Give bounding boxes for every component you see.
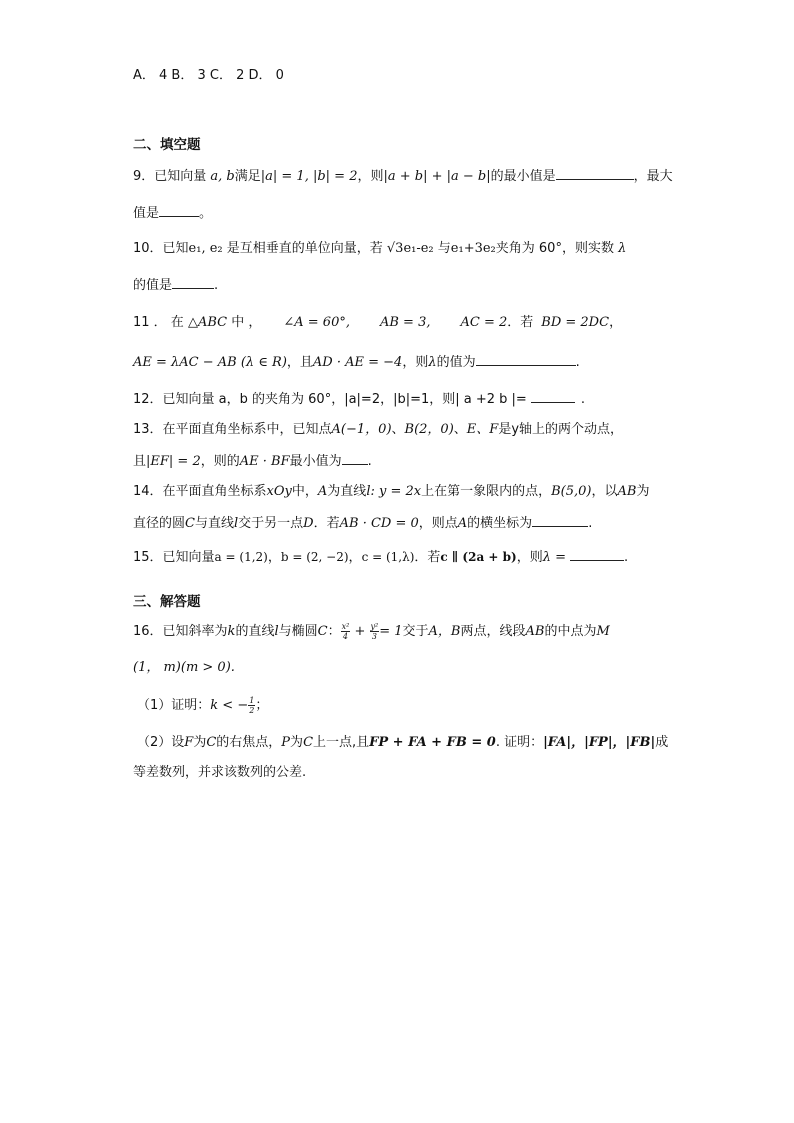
- q16-ellipse-rhs: = 1: [379, 624, 403, 639]
- q16-ellipse-y-num: y²: [370, 622, 379, 631]
- q11-dot: AD · AE = −4: [312, 355, 403, 370]
- q13-sep2: 、: [453, 422, 467, 437]
- q16-part1-end: ；: [255, 698, 269, 713]
- q9-tail2: ，最大: [633, 169, 673, 184]
- q14-answer-blank[interactable]: [532, 512, 588, 527]
- q14-line2-mid3: ．若: [313, 516, 340, 531]
- q9-cond-math: |a| = 1, |b| = 2: [260, 169, 358, 184]
- q9-cond-text: 满足: [234, 169, 261, 184]
- q16-part1-prefix: （1）证明：: [137, 698, 211, 713]
- question-9-line2: [133, 202, 212, 224]
- q16-abs-list: |FA|，|FP|，|FB|: [543, 735, 656, 750]
- q16-c: C: [317, 624, 328, 639]
- q16-mid4: 两点，线段: [460, 624, 526, 639]
- q14-line2-prefix: 直径的圆: [133, 516, 186, 531]
- q13-answer-blank[interactable]: [342, 450, 368, 465]
- question-12: [133, 388, 585, 410]
- q13-ef: E、F: [466, 422, 499, 437]
- q10-expr2: e₁+3e₂: [450, 241, 496, 256]
- q14-mid1: 中，: [291, 484, 318, 499]
- q13-point-b: B(2，0): [404, 422, 454, 437]
- q13-end: .: [367, 454, 372, 469]
- q11-bd-eq: BD = 2DC: [541, 315, 610, 330]
- q16-p2-tail: 成: [655, 735, 669, 750]
- q16-ellipse-x-frac: [341, 622, 351, 641]
- q11-ae-eq: AE = λAC − AB (λ ∈ R): [133, 355, 287, 370]
- q15-if: ．若: [414, 550, 441, 565]
- q10-lambda: λ: [618, 241, 627, 256]
- q12-text: 12．已知向量 a，b 的夹角为 60°，|a|=2，|b|=1，则| a +2 b |=: [133, 392, 527, 407]
- q16-line2: (1， m)(m > 0).: [133, 660, 235, 675]
- q14-line2-mid1: 与直线: [194, 516, 234, 531]
- q14-ab: AB: [617, 484, 637, 499]
- question-13-line1: [133, 420, 623, 440]
- q13-product: AE · BF: [239, 454, 290, 469]
- q13-line2-tail: 最小值为: [289, 454, 342, 469]
- question-14-line2: [133, 512, 592, 534]
- q16-l: l: [274, 624, 279, 639]
- question-13-line2: [133, 450, 372, 472]
- q13-line2-prefix: 且: [133, 454, 147, 469]
- question-14-line1: [133, 482, 649, 502]
- q10-mid2: 与: [433, 241, 451, 256]
- q16-c2: C: [206, 735, 217, 750]
- section-answer-title: 三、解答题: [133, 594, 201, 610]
- q16-part1-num: 1: [249, 696, 255, 705]
- q16-ellipse-y-den: 3: [371, 632, 377, 641]
- question-11-line2: [133, 351, 580, 373]
- q14-line2-tail: 的横坐标为: [467, 516, 533, 531]
- q14-line2-mid2: 交于另一点: [238, 516, 304, 531]
- q16-line4: 等差数列，并求该数列的公差.: [133, 765, 307, 780]
- q16-part1-den: 2: [249, 706, 255, 715]
- q9-expr: |a + b| + |a − b|: [383, 169, 491, 184]
- q14-prefix: 14．在平面直角坐标系: [133, 484, 267, 499]
- question-16-part1: [137, 696, 268, 716]
- q11-prefix: 11 ． 在: [133, 315, 188, 330]
- q16-ellipse-x-num: x²: [341, 622, 350, 631]
- q9-answer-blank-2[interactable]: [159, 202, 199, 217]
- q14-end: .: [588, 516, 593, 531]
- question-10-line2: [133, 274, 218, 296]
- q16-mid5: 的中点为: [544, 624, 597, 639]
- q15-c: c = (1,λ): [361, 550, 415, 564]
- q16-ab: AB: [525, 624, 545, 639]
- q12-answer-blank[interactable]: [531, 388, 575, 403]
- q11-and: ，且: [286, 355, 313, 370]
- q13-ef-tail: 是y轴上的两个动点，: [498, 422, 624, 437]
- q10-vecs: e₁, e₂: [188, 241, 223, 256]
- q9-prefix: 9．已知向量: [133, 169, 211, 184]
- q16-p2-mid5: . 证明：: [495, 735, 544, 750]
- q15-then: ，则: [516, 550, 543, 565]
- q8-options: A． 4 B． 3 C． 2 D． 0: [133, 68, 284, 83]
- q15-lam: λ =: [542, 550, 566, 565]
- q9-vars: a, b: [210, 169, 235, 184]
- q11-if: ．若: [507, 315, 534, 330]
- q9-answer-blank-1[interactable]: [556, 165, 634, 180]
- q16-mid1: 的直线: [235, 624, 275, 639]
- q14-l: l: [233, 516, 239, 531]
- q16-c3: C: [303, 735, 314, 750]
- question-9-line1: [133, 165, 673, 187]
- q16-prefix: 16．已知斜率为: [133, 624, 228, 639]
- q16-p2-mid1: 为: [193, 735, 207, 750]
- q14-a2: A: [457, 516, 468, 531]
- q11-ab: AB = 3,: [379, 315, 431, 330]
- q16-f: F: [184, 735, 194, 750]
- q13-line1: 13．在平面直角坐标系中，已知点: [133, 422, 332, 437]
- q11-answer-blank[interactable]: [476, 351, 576, 366]
- q14-dot: AB · CD = 0: [339, 516, 419, 531]
- q12-end: .: [580, 392, 585, 407]
- q10-line2-suffix: .: [214, 278, 219, 293]
- q9-line2-prefix: 值是: [133, 206, 160, 221]
- q16-p2-mid4: 上一点,且: [313, 735, 370, 750]
- q14-a: A: [317, 484, 328, 499]
- q11-ac: AC = 2: [460, 315, 508, 330]
- q14-d: D: [303, 516, 314, 531]
- q15-end: .: [623, 550, 629, 565]
- q10-prefix: 10．已知: [133, 241, 189, 256]
- q16-p2-mid3: 为: [290, 735, 304, 750]
- q15-b: b = (2, −2): [280, 550, 349, 564]
- q11-value-tail: 的值为: [436, 355, 476, 370]
- q11-comma: ，: [609, 315, 623, 330]
- q14-line: l: y = 2x: [366, 484, 422, 499]
- q14-xoy: xOy: [266, 484, 292, 499]
- q10-answer-blank[interactable]: [172, 274, 214, 289]
- question-10-line1: [133, 239, 626, 259]
- question-15: 15．已知向量a = (1,2)，b = (2, −2)，c = (1,λ)．若c ∥ (2a + b)，则λ = .: [133, 546, 628, 568]
- q9-line2-suffix: 。: [199, 206, 213, 221]
- q16-m: M: [596, 624, 610, 639]
- q16-mid3: 交于: [402, 624, 429, 639]
- question-11-line1: [133, 313, 622, 333]
- q11-end: .: [575, 355, 580, 370]
- q14-mid4: ，以: [591, 484, 618, 499]
- q14-mid2: 为直线: [327, 484, 367, 499]
- section-fill-blank-title: 二、填空题: [133, 137, 201, 153]
- q11-in: 中 ，: [227, 315, 262, 330]
- q16-part1-math: k < −: [210, 698, 249, 713]
- q14-mid3: 上在第一象限内的点，: [421, 484, 552, 499]
- question-16-line1: 16．已知斜率为k的直线l与椭圆C： $\frac{\text{x²}}{4}$ + $\frac{\text{y²}}{3}$ = 1交于A，B两点，线段AB的中点为M: [133, 622, 610, 641]
- q16-ab-points: A，B: [428, 624, 461, 639]
- q16-p2-mid2: 的右焦点，: [216, 735, 282, 750]
- q15-prefix: 15．已知向量: [133, 550, 215, 565]
- q9-mid: ，则: [357, 169, 384, 184]
- q16-ellipse-y-frac: [370, 622, 380, 641]
- q15-a: a = (1,2): [214, 550, 268, 564]
- q16-colon: ：: [327, 624, 341, 639]
- q15-answer-blank[interactable]: [570, 546, 624, 561]
- question-16-line4: [133, 763, 306, 783]
- q10-expr1: √3e₁-e₂: [386, 241, 434, 256]
- q10-mid3: 夹角为 60°，则实数: [495, 241, 619, 256]
- q11-value: λ: [428, 355, 437, 370]
- q14-mid5: 为: [636, 484, 650, 499]
- q11-angle: ∠A = 60°,: [283, 315, 350, 330]
- q14-line2-mid4: ，则点: [418, 516, 458, 531]
- q16-p: P: [281, 735, 291, 750]
- q13-line2-mid: ，则的: [200, 454, 240, 469]
- q14-c: C: [185, 516, 195, 531]
- q10-line2-prefix: 的值是: [133, 278, 173, 293]
- question-16-part2: [137, 733, 668, 753]
- q15-par: c ∥ (2a + b): [440, 550, 517, 564]
- q16-k: k: [227, 624, 236, 639]
- q16-ellipse-x-den: 4: [342, 632, 349, 641]
- q11-then: ，则: [402, 355, 429, 370]
- q10-mid1: 是互相垂直的单位向量，若: [222, 241, 387, 256]
- q16-vec-sum: FP + FA + FB = 0: [369, 735, 496, 750]
- q13-point-a: A(−1，0): [331, 422, 392, 437]
- q14-b: B(5,0): [551, 484, 592, 499]
- question-16-line2: [133, 658, 235, 678]
- q16-mid2: 与椭圆: [278, 624, 318, 639]
- q9-tail: 的最小值是: [490, 169, 556, 184]
- q11-triangle: △ABC: [187, 315, 228, 330]
- q16-part2-prefix: （2）设: [137, 735, 185, 750]
- q13-sep: 、: [391, 422, 405, 437]
- q13-ef-len: |EF| = 2: [146, 454, 201, 469]
